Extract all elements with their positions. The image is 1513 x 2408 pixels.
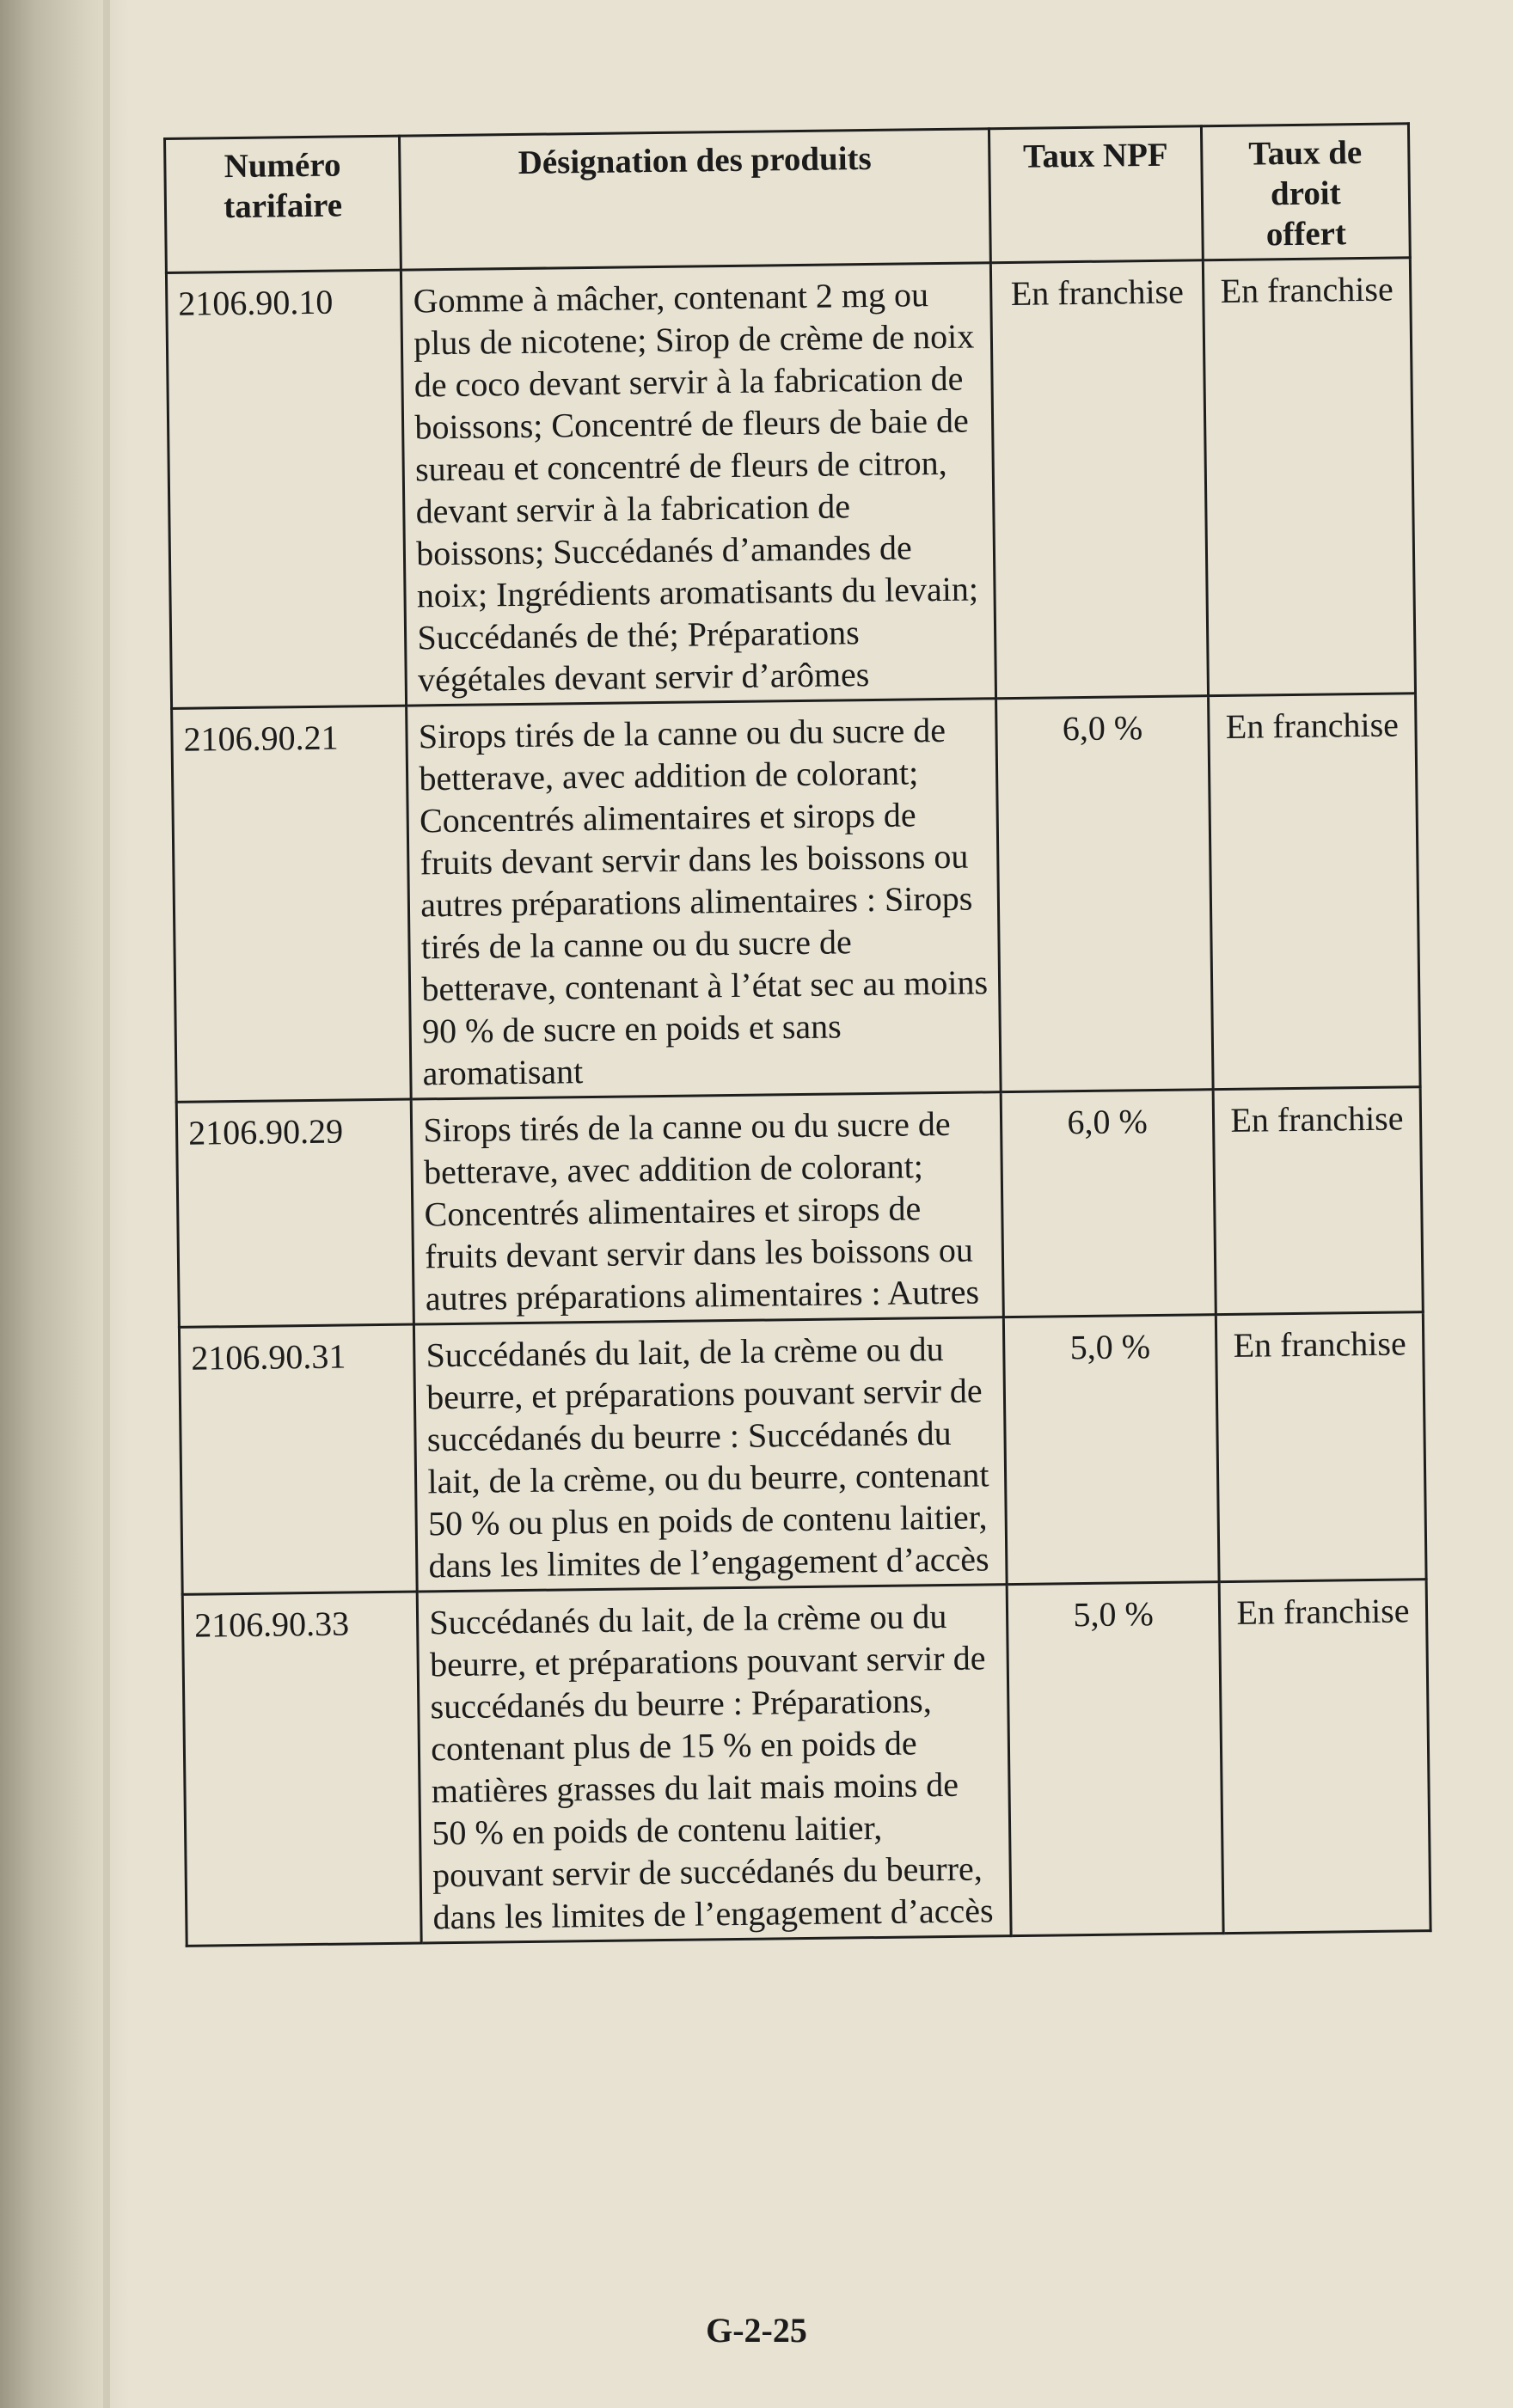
offered-rate-cell: En franchise [1213, 1087, 1423, 1315]
mfn-rate-cell: 5,0 % [1007, 1582, 1222, 1936]
offered-rate-cell: En franchise [1208, 694, 1420, 1090]
header-tariff-number [165, 136, 401, 272]
table-row [176, 1087, 1423, 1328]
tariff-code-cell: 2106.90.31 [179, 1324, 417, 1594]
header-offered-rate-line: droit [1270, 174, 1341, 213]
offered-rate-cell: En franchise [1203, 258, 1415, 696]
tariff-code-cell: 2106.90.29 [176, 1099, 413, 1327]
header-offered-rate-line: offert [1265, 215, 1347, 254]
header-tariff-number-line: tarifaire [223, 186, 343, 226]
description-cell: Sirops tirés de la canne ou du sucre de betterave, avec addition de colorant; Concentrés alimentaires et sirops de fruits devant servir dans les boissons ou autres préparations alimentaires : Autres [412, 1092, 1004, 1324]
description-cell: Gomme à mâcher, contenant 2 mg ou plus de nicotene; Sirop de crème de noix de coco devant servir à la fabrication de boissons; Concentré de fleurs de baie de sureau et concentré de fleurs de citron, devant servir à la fabrication de boissons; Succédanés d’amandes de noix; Ingrédients aromatisants du levain; Succédanés de thé; Préparations végétales devant servir d’arômes [401, 263, 996, 706]
table-header-row [165, 124, 1411, 273]
mfn-rate-cell: 5,0 % [1004, 1315, 1219, 1585]
page-number: G-2-25 [706, 2311, 807, 2350]
tariff-code-cell: 2106.90.10 [166, 270, 406, 708]
table-row [166, 258, 1415, 709]
header-tariff-number-line: Numéro [224, 146, 341, 186]
table-row [179, 1312, 1426, 1595]
offered-rate-cell: En franchise [1216, 1312, 1426, 1582]
header-offered-rate-line: Taux de [1248, 133, 1363, 173]
tariff-table [163, 122, 1432, 1947]
header-offered-rate [1201, 124, 1410, 260]
page-binding-shadow [103, 0, 110, 2408]
description-cell: Succédanés du lait, de la crème ou du beurre, et préparations pouvant servir de succédanés du beurre : Succédanés du lait, de la crème, ou du beurre, contenant 50 % ou plus en poids de contenu laitier, dans les limites de l’engagement d’accès [414, 1317, 1008, 1592]
mfn-rate-cell: En franchise [991, 260, 1209, 699]
mfn-rate-cell: 6,0 % [996, 696, 1213, 1092]
table-row [182, 1580, 1430, 1947]
tariff-code-cell: 2106.90.33 [182, 1592, 421, 1946]
header-mfn-rate: Taux NPF [989, 126, 1203, 263]
offered-rate-cell: En franchise [1219, 1580, 1430, 1934]
mfn-rate-cell: 6,0 % [1001, 1090, 1216, 1317]
table-row [172, 694, 1420, 1103]
tariff-sheet [163, 122, 1432, 1947]
description-cell: Sirops tirés de la canne ou du sucre de betterave, avec addition de colorant; Concentrés alimentaires et sirops de fruits devant servir dans les boissons ou autres préparations alimentaires : Sirops tirés de la canne ou du sucre de betterave, contenant à l’état sec au moins 90 % de sucre en poids et sans aromatisant [407, 699, 1002, 1099]
header-product-description: Désignation des produits [400, 129, 991, 270]
description-cell: Succédanés du lait, de la crème ou du beurre, et préparations pouvant servir de succédanés du beurre : Préparations, contenant plus de 15 % en poids de matières grasses du lait mais moins de 50 % en poids de contenu laitier, pouvant servir de succédanés du beurre, dans les limites de l’engagement d’accès [418, 1585, 1012, 1943]
tariff-code-cell: 2106.90.21 [172, 706, 412, 1102]
